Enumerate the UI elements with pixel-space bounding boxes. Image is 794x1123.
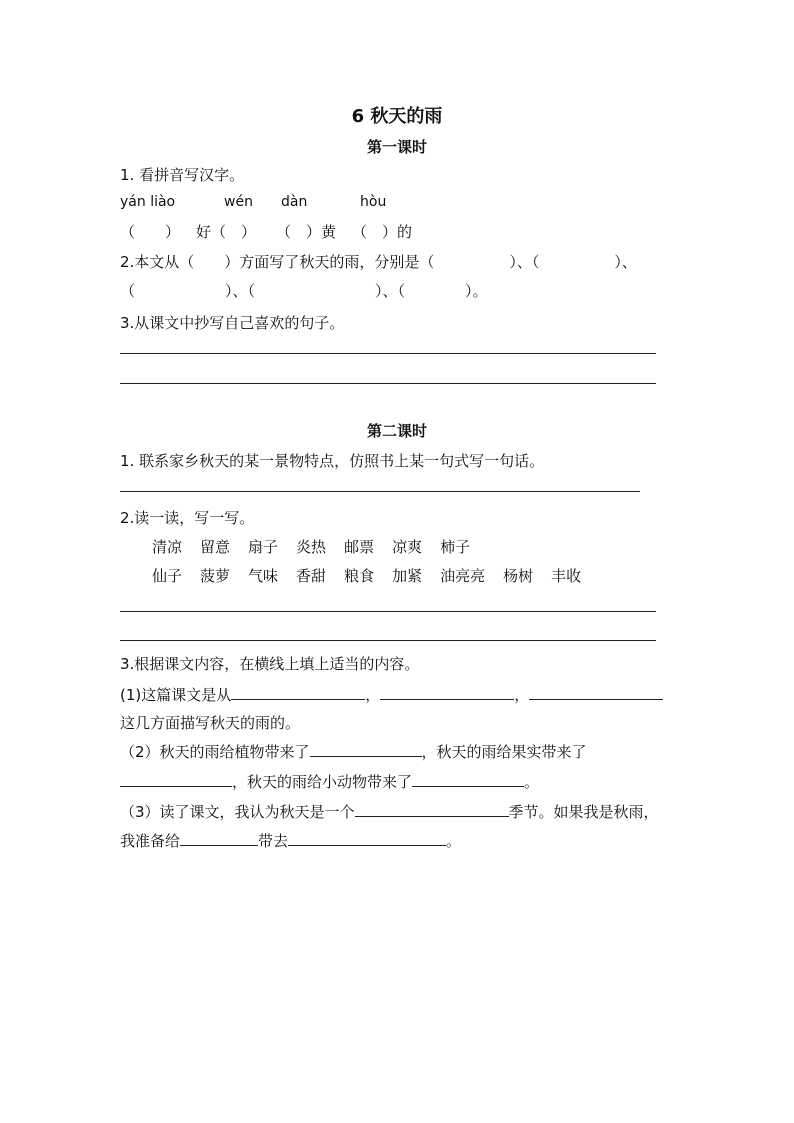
fill-blank[interactable] — [120, 772, 232, 787]
period: 。 — [524, 773, 540, 791]
comma: ， — [365, 686, 381, 704]
fill-blank[interactable] — [412, 772, 524, 787]
word: 扇子 — [248, 538, 279, 556]
word: 粮食 — [344, 567, 375, 585]
word: 清凉 — [152, 538, 183, 556]
answer-line — [120, 353, 656, 354]
fill-blank[interactable] — [310, 742, 422, 757]
word: 油亮亮 — [440, 567, 486, 585]
lesson1-q2-line1: 2.本文从（ ）方面写了秋天的雨，分别是（ ）、（ ）、 — [120, 253, 637, 271]
page-title: 6 秋天的雨 — [351, 106, 443, 127]
q1-blank-2: 好（ ） — [196, 223, 257, 241]
pinyin-3: dàn — [281, 194, 308, 210]
word: 加紧 — [392, 567, 423, 585]
fill-blank[interactable] — [288, 831, 446, 846]
lesson1-q1: 1. 看拼音写汉字。 — [120, 166, 245, 184]
period: 。 — [446, 832, 462, 850]
q3-3-text-b: 季节。如果我是秋雨， — [508, 803, 659, 821]
word: 气味 — [248, 567, 279, 585]
q3-3-line1 — [120, 801, 659, 822]
word: 香甜 — [296, 567, 327, 585]
word: 杨树 — [503, 567, 534, 585]
q3-3-line2 — [120, 830, 461, 851]
q3-3-text-d: 带去 — [258, 832, 289, 850]
answer-line — [120, 383, 656, 384]
answer-line — [120, 611, 656, 612]
word-row-2 — [152, 565, 599, 586]
q3-2-line2 — [120, 771, 539, 792]
lesson2-q3: 3.根据课文内容，在横线上填上适当的内容。 — [120, 655, 420, 673]
q3-2-text-a: （2）秋天的雨给植物带来了 — [120, 743, 310, 761]
word: 邮票 — [344, 538, 375, 556]
lesson2-q1: 1. 联系家乡秋天的某一景物特点，仿照书上某一句式写一句话。 — [120, 452, 545, 470]
lesson2-heading: 第二课时 — [366, 422, 427, 440]
fill-blank[interactable] — [180, 831, 258, 846]
answer-line — [120, 491, 640, 492]
word: 丰收 — [551, 567, 582, 585]
fill-blank[interactable] — [380, 685, 514, 700]
word: 菠萝 — [200, 567, 231, 585]
q3-2-text-b: ，秋天的雨给果实带来了 — [421, 743, 587, 761]
q1-blank-3: （ ）黄 — [276, 223, 337, 241]
lesson1-q3: 3.从课文中抄写自己喜欢的句子。 — [120, 314, 345, 332]
lesson2-q2: 2.读一读，写一写。 — [120, 509, 255, 527]
word: 炎热 — [296, 538, 327, 556]
q1-blank-4: （ ）的 — [352, 223, 413, 241]
q1-blank-1: （ ） — [120, 223, 181, 241]
word-row-1 — [152, 536, 488, 557]
pinyin-2: wén — [224, 194, 253, 210]
q3-3-text-a: （3）读了课文，我认为秋天是一个 — [120, 803, 355, 821]
lesson1-q2-line2: （ ）、（ ）、（ ）。 — [120, 282, 488, 300]
q3-2-line1 — [120, 741, 587, 762]
fill-blank[interactable] — [355, 802, 509, 817]
q3-1-prefix: (1)这篇课文是从 — [120, 686, 232, 704]
word: 仙子 — [152, 567, 183, 585]
q3-3-text-c: 我准备给 — [120, 832, 181, 850]
comma: ， — [514, 686, 530, 704]
fill-blank[interactable] — [529, 685, 663, 700]
word: 留意 — [200, 538, 231, 556]
q3-2-text-c: ，秋天的雨给小动物带来了 — [232, 773, 413, 791]
lesson1-heading: 第一课时 — [366, 138, 427, 156]
q3-1-suffix: 这几方面描写秋天的雨的。 — [120, 714, 301, 732]
word: 凉爽 — [392, 538, 423, 556]
word: 柿子 — [440, 538, 471, 556]
answer-line — [120, 640, 656, 641]
pinyin-4: hòu — [360, 194, 387, 210]
q3-1-line — [120, 684, 663, 705]
pinyin-1: yán liào — [120, 194, 176, 210]
fill-blank[interactable] — [231, 685, 365, 700]
